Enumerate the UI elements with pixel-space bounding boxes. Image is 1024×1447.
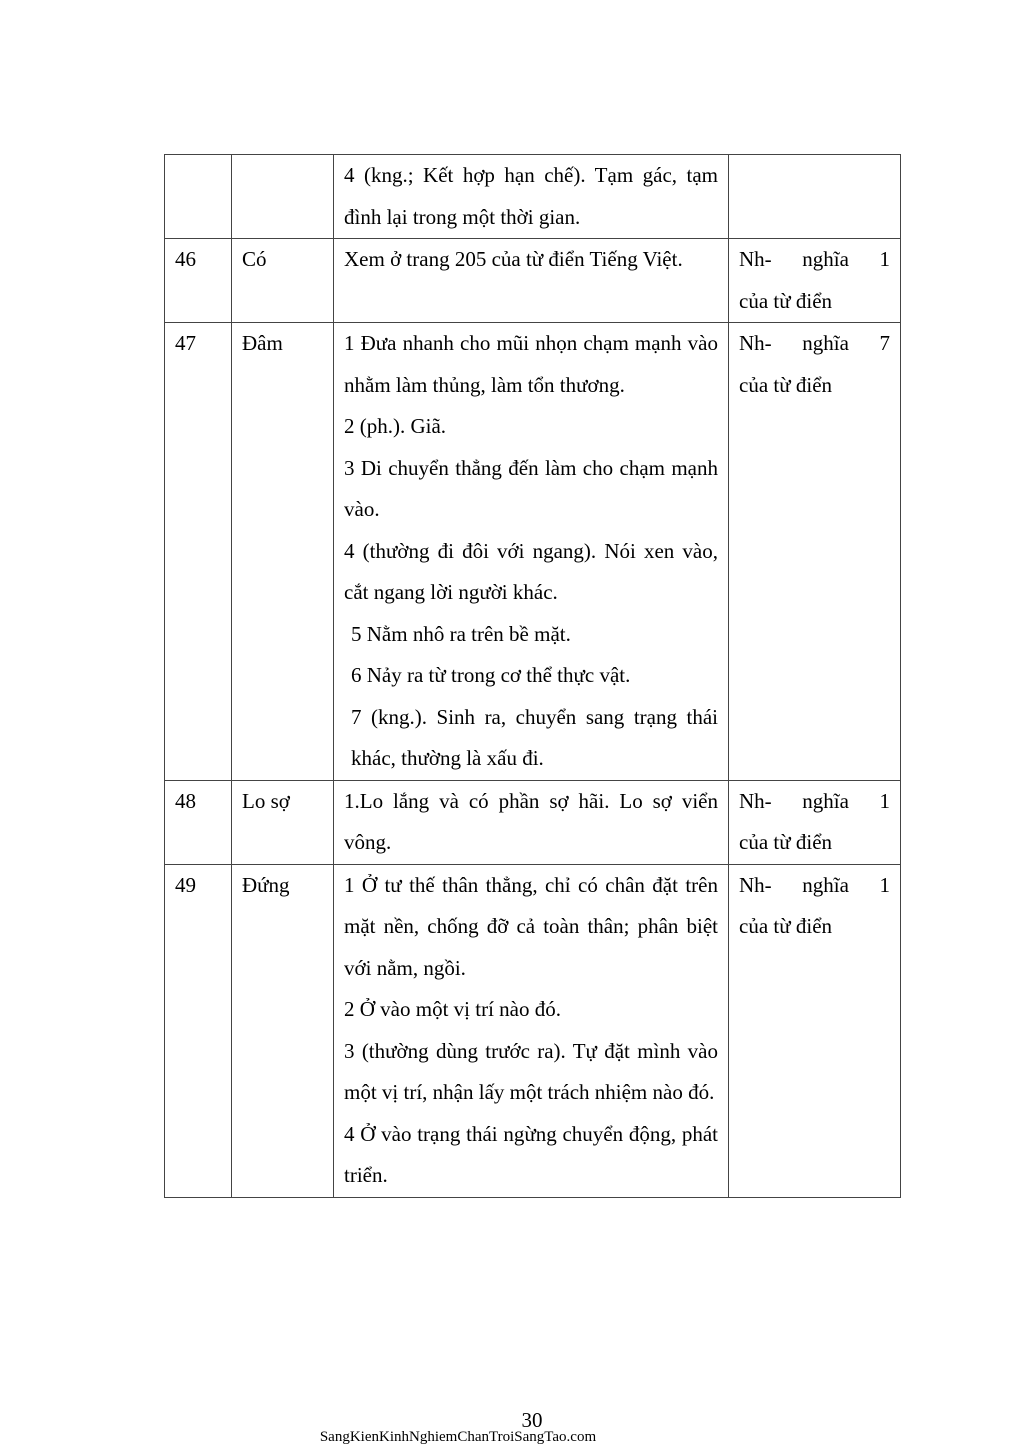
definition-line: 1.Lo lắng và có phần sợ hãi. Lo sợ viển vông. (344, 788, 718, 854)
note-prefix: Nh- (739, 331, 772, 355)
row-note (729, 155, 901, 239)
dictionary-table (164, 154, 901, 1198)
definition-line: 3 (thường dùng trước ra). Tự đặt mình vào một vị trí, nhận lấy một trách nhiệm nào đó. (344, 1038, 718, 1104)
definition-line: 7 (kng.). Sinh ra, chuyển sang trạng thái khác, thường là xấu đi. (351, 704, 718, 770)
note-prefix: Nh- (739, 788, 772, 813)
page-number: 30 (521, 1408, 543, 1432)
row-note (729, 864, 901, 1197)
definition-line: 2 (ph.). Giã. (344, 414, 447, 438)
row-word: Đứng (232, 864, 334, 1197)
row-definition (334, 155, 729, 239)
row-number: 46 (165, 239, 232, 323)
row-word (232, 155, 334, 239)
note-sense: 7 (879, 331, 890, 355)
row-word: Lo sợ (232, 780, 334, 864)
row-definition (334, 239, 729, 323)
note-prefix: Nh- (739, 247, 772, 271)
row-note (729, 780, 901, 864)
note-source: của từ điển (739, 288, 833, 313)
note-source: của từ điển (739, 914, 833, 938)
definition-line: Xem ở trang 205 của từ điển Tiếng Việt. (344, 247, 683, 271)
row-definition (334, 323, 729, 781)
note-word: nghĩa (802, 247, 849, 271)
note-source: của từ điển (739, 830, 833, 854)
definition-line: 3 Di chuyển thẳng đến làm cho chạm mạnh vào. (344, 455, 718, 521)
definition-line: 6 Nảy ra từ trong cơ thể thực vật. (351, 663, 631, 687)
row-word: Đâm (232, 323, 334, 781)
note-source: của từ điển (739, 372, 833, 397)
definition-line: 4 (kng.; Kết hợp hạn chế). Tạm gác, tạm đình lại trong một thời gian. (344, 163, 718, 229)
row-note (729, 239, 901, 323)
note-word: nghĩa (802, 872, 849, 897)
row-word: Có (232, 239, 334, 323)
note-sense: 1 (879, 788, 890, 813)
definition-line: 5 Nằm nhô ra trên bề mặt. (351, 621, 571, 646)
table-row (165, 323, 901, 781)
table-row (165, 864, 901, 1197)
row-number: 48 (165, 780, 232, 864)
row-note (729, 323, 901, 781)
table-row (165, 780, 901, 864)
note-word: nghĩa (802, 788, 849, 813)
definition-line: 4 Ở vào trạng thái ngừng chuyển động, phát triển. (344, 1121, 718, 1187)
row-definition (334, 780, 729, 864)
footer-text: SangKienKinhNghiemChanTroiSangTao.com (319, 1429, 597, 1445)
row-number: 47 (165, 323, 232, 781)
table-row (165, 239, 901, 323)
note-sense: 1 (879, 247, 890, 271)
row-definition (334, 864, 729, 1197)
definition-line: 4 (thường đi đôi với ngang). Nói xen vào, cắt ngang lời người khác. (344, 538, 718, 604)
row-number: 49 (165, 864, 232, 1197)
note-word: nghĩa (802, 331, 849, 355)
note-sense: 1 (879, 872, 890, 897)
table-row (165, 155, 901, 239)
note-prefix: Nh- (739, 872, 772, 897)
definition-line: 1 Đưa nhanh cho mũi nhọn chạm mạnh vào nhằm làm thủng, làm tổn thương. (344, 331, 718, 397)
row-number (165, 155, 232, 239)
definition-line: 1 Ở tư thế thân thẳng, chỉ có chân đặt trên mặt nền, chống đỡ cả toàn thân; phân biệt với nằm, ngồi. (344, 872, 718, 980)
definition-line: 2 Ở vào một vị trí nào đó. (344, 997, 561, 1021)
